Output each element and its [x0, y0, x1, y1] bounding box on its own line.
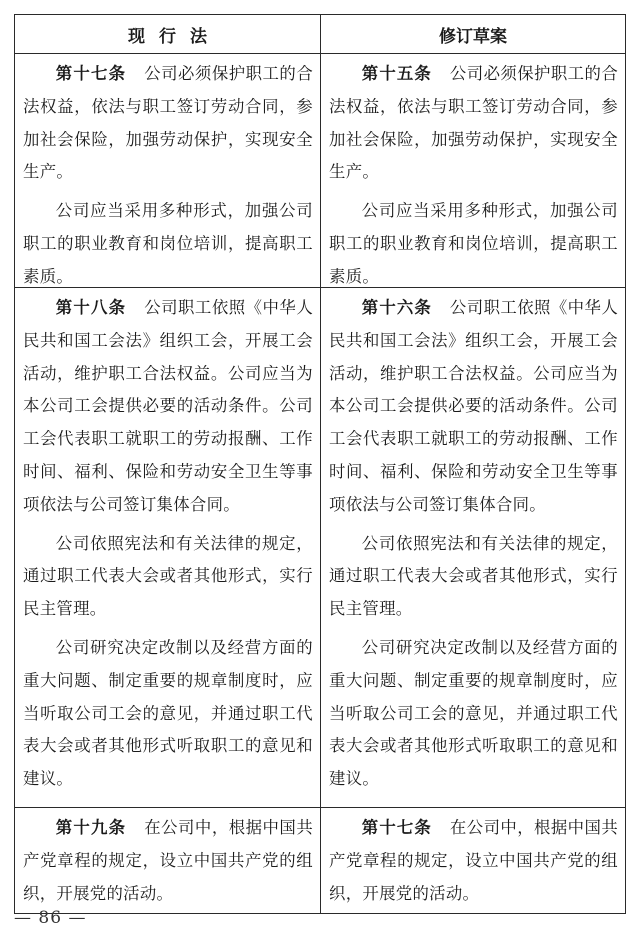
revised-draft-cell [320, 288, 625, 807]
article-text: 在公司中，根据中国共产党章程的规定，设立中国共产党的组织，开展党的活动。 [329, 818, 619, 903]
article-paragraph: 公司应当采用多种形式，加强公司职工的职业教育和岗位培训，提高职工素质。 [23, 201, 313, 286]
article-text: 公司职工依照《中华人民共和国工会法》组织工会，开展工会活动，维护职工合法权益。公司应当为本公司工会提供必要的活动条件。公司工会代表职工就职工的劳动报酬、工作时间、福利、保险和劳动安全卫生等事项依法与公司签订集体合同。 [23, 298, 314, 514]
article-text: 公司必须保护职工的合法权益，依法与职工签订劳动合同，参加社会保险，加强劳动保护，实现安全生产。 [23, 64, 314, 182]
article-paragraph [23, 812, 313, 910]
table-row [15, 807, 625, 913]
header-current-law: 现行法 [128, 26, 221, 47]
article-number: 第十七条 [55, 64, 127, 83]
article-number: 第十五条 [361, 64, 432, 83]
article-paragraph [23, 58, 313, 189]
current-law-cell [15, 288, 320, 807]
table-row [15, 287, 625, 807]
article-paragraph: 公司依照宪法和有关法律的规定，通过职工代表大会或者其他形式，实行民主管理。 [329, 533, 618, 619]
page-number: — 86 — [14, 908, 87, 928]
article-paragraph: 公司应当采用多种形式，加强公司职工的职业教育和岗位培训，提高职工素质。 [329, 201, 618, 286]
header-revised-draft: 修订草案 [320, 15, 625, 53]
revised-draft-cell [320, 54, 625, 287]
current-law-cell [15, 54, 320, 287]
article-number: 第十七条 [361, 818, 432, 837]
article-number: 第十八条 [55, 298, 127, 317]
article-paragraph [329, 58, 618, 189]
current-law-cell [15, 808, 320, 913]
comparison-table [14, 14, 626, 914]
article-paragraph [329, 812, 618, 910]
article-paragraph: 公司研究决定改制以及经营方面的重大问题、制定重要的规章制度时，应当听取公司工会的意见，并通过职工代表大会或者其他形式听取职工的意见和建议。 [23, 637, 313, 789]
article-number: 第十九条 [55, 818, 127, 837]
article-text: 公司职工依照《中华人民共和国工会法》组织工会，开展工会活动，维护职工合法权益。公司应当为本公司工会提供必要的活动条件。公司工会代表职工就职工的劳动报酬、工作时间、福利、保险和劳动安全卫生等事项依法与公司签订集体合同。 [329, 298, 619, 514]
article-text: 公司必须保护职工的合法权益，依法与职工签订劳动合同，参加社会保险，加强劳动保护，实现安全生产。 [329, 64, 619, 182]
revised-draft-cell [320, 808, 625, 913]
article-paragraph: 公司依照宪法和有关法律的规定，通过职工代表大会或者其他形式，实行民主管理。 [23, 533, 313, 619]
article-paragraph: 公司研究决定改制以及经营方面的重大问题、制定重要的规章制度时，应当听取公司工会的意见，并通过职工代表大会或者其他形式听取职工的意见和建议。 [329, 637, 618, 789]
article-number: 第十六条 [361, 298, 432, 317]
table-row [15, 53, 625, 287]
article-paragraph [23, 292, 313, 522]
table-header-row [15, 15, 625, 53]
article-text: 在公司中，根据中国共产党章程的规定，设立中国共产党的组织，开展党的活动。 [23, 818, 314, 903]
article-paragraph [329, 292, 618, 522]
